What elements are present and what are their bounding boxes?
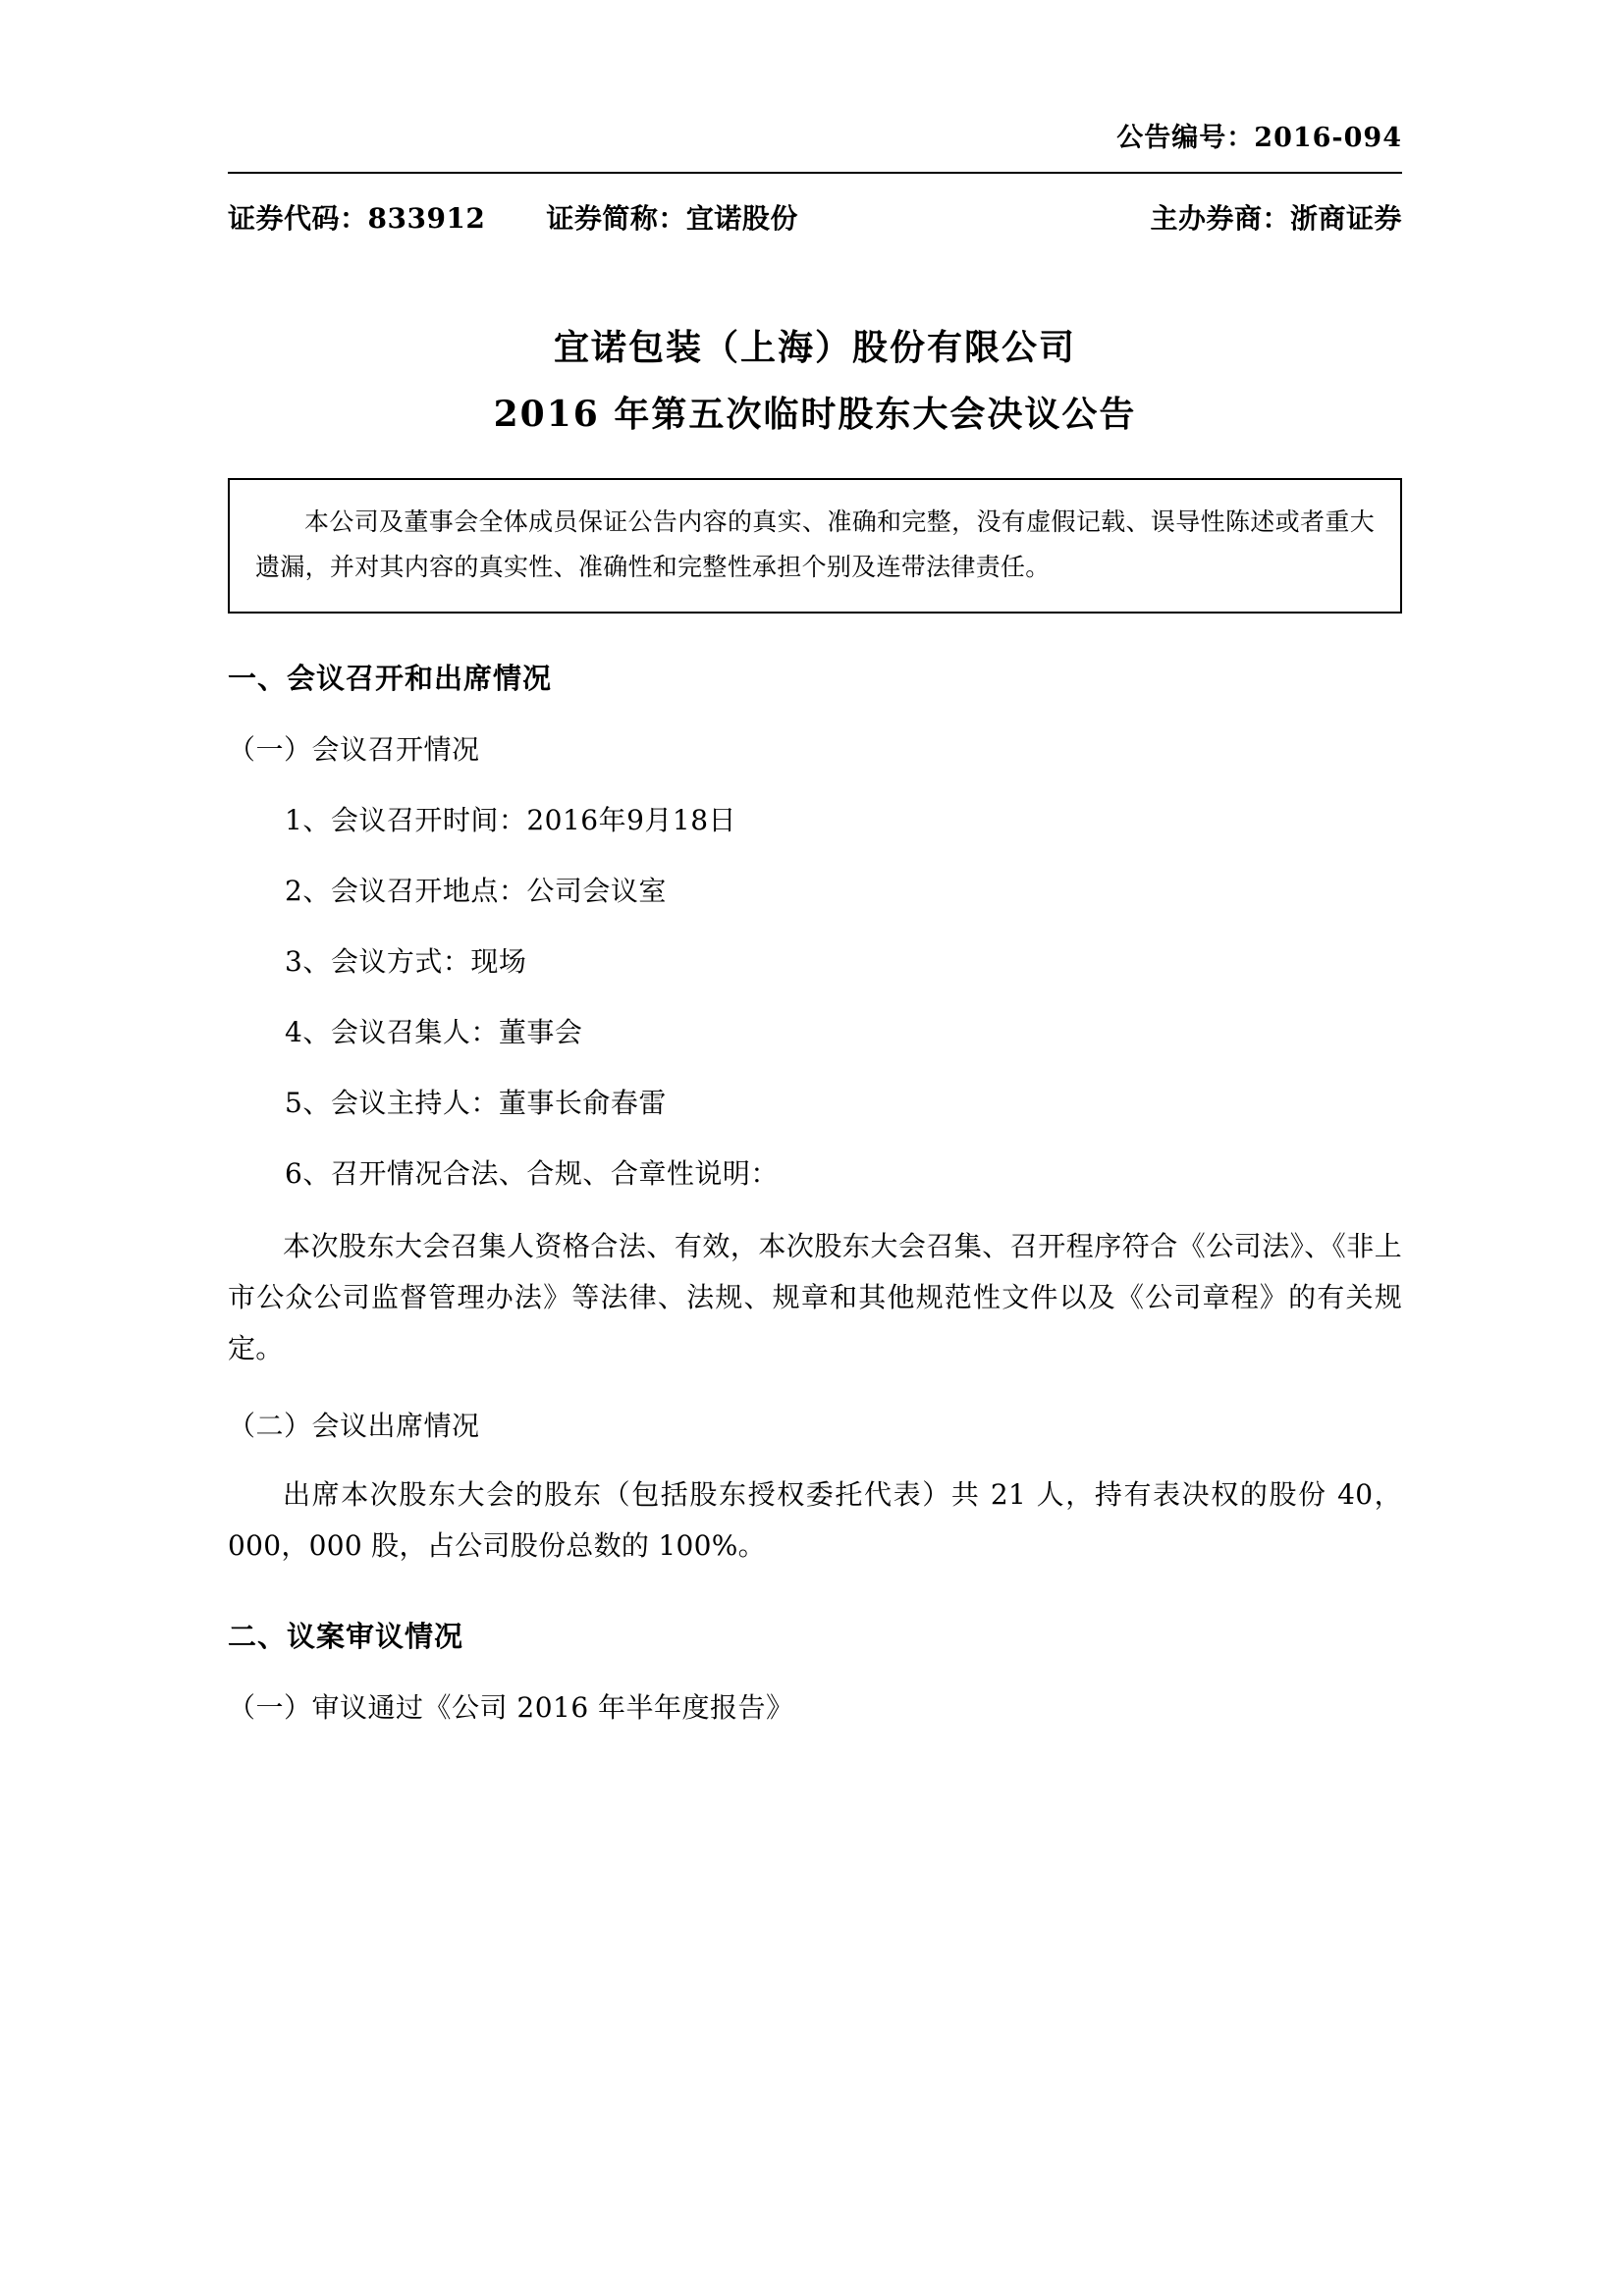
document-title-line2: 2016 年第五次临时股东大会决议公告 [493, 393, 1137, 435]
section-one-sub-a: （一）会议召开情况 [228, 733, 480, 767]
document-title [228, 321, 1402, 443]
meeting-item-3: 3、会议方式：现场 [285, 945, 527, 979]
legality-paragraph: 本次股东大会召集人资格合法、有效，本次股东大会召集、召开程序符合《公司法》、《非上市公众公司监督管理办法》等法律、法规、规章和其他规范性文件以及《公司章程》的有关规定。 [228, 1230, 1402, 1364]
security-code: 证券代码：833912 [228, 202, 486, 235]
section-two-sub-a: （一）审议通过《公司 2016 年半年度报告》 [228, 1691, 794, 1725]
page-content [228, 0, 1402, 1726]
announcement-number-value: 2016-094 [1254, 123, 1402, 153]
disclaimer-text: 本公司及董事会全体成员保证公告内容的真实、准确和完整，没有虚假记载、误导性陈述或者重大遗漏，并对其内容的真实性、准确性和完整性承担个别及连带法律责任。 [255, 507, 1375, 581]
sponsor-broker: 主办券商：浙商证券 [1150, 202, 1402, 235]
announcement-number [228, 116, 1402, 154]
attendance-paragraph: 出席本次股东大会的股东（包括股东授权委托代表）共 21 人，持有表决权的股份 40，000，000 股，占公司股份总数的 100%。 [228, 1478, 1402, 1563]
security-short-name: 证券简称：宜诺股份 [546, 202, 798, 235]
meeting-item-2: 2、会议召开地点：公司会议室 [285, 875, 667, 908]
announcement-number-label: 公告编号： [1116, 123, 1255, 153]
meeting-item-5: 5、会议主持人：董事长俞春雷 [285, 1087, 667, 1120]
section-one-title: 一、会议召开和出席情况 [228, 662, 553, 696]
section-one-sub-b: （二）会议出席情况 [228, 1410, 480, 1443]
section-two-title: 二、议案审议情况 [228, 1620, 464, 1654]
document-title-line1: 宜诺包装（上海）股份有限公司 [553, 327, 1076, 368]
meeting-item-4: 4、会议召集人：董事会 [285, 1016, 583, 1049]
disclaimer-box [228, 478, 1402, 614]
header-divider [228, 172, 1402, 174]
meeting-item-6: 6、召开情况合法、合规、合章性说明： [285, 1157, 779, 1191]
security-info-row [228, 197, 1402, 237]
meeting-item-1: 1、会议召开时间：2016年9月18日 [285, 804, 737, 837]
